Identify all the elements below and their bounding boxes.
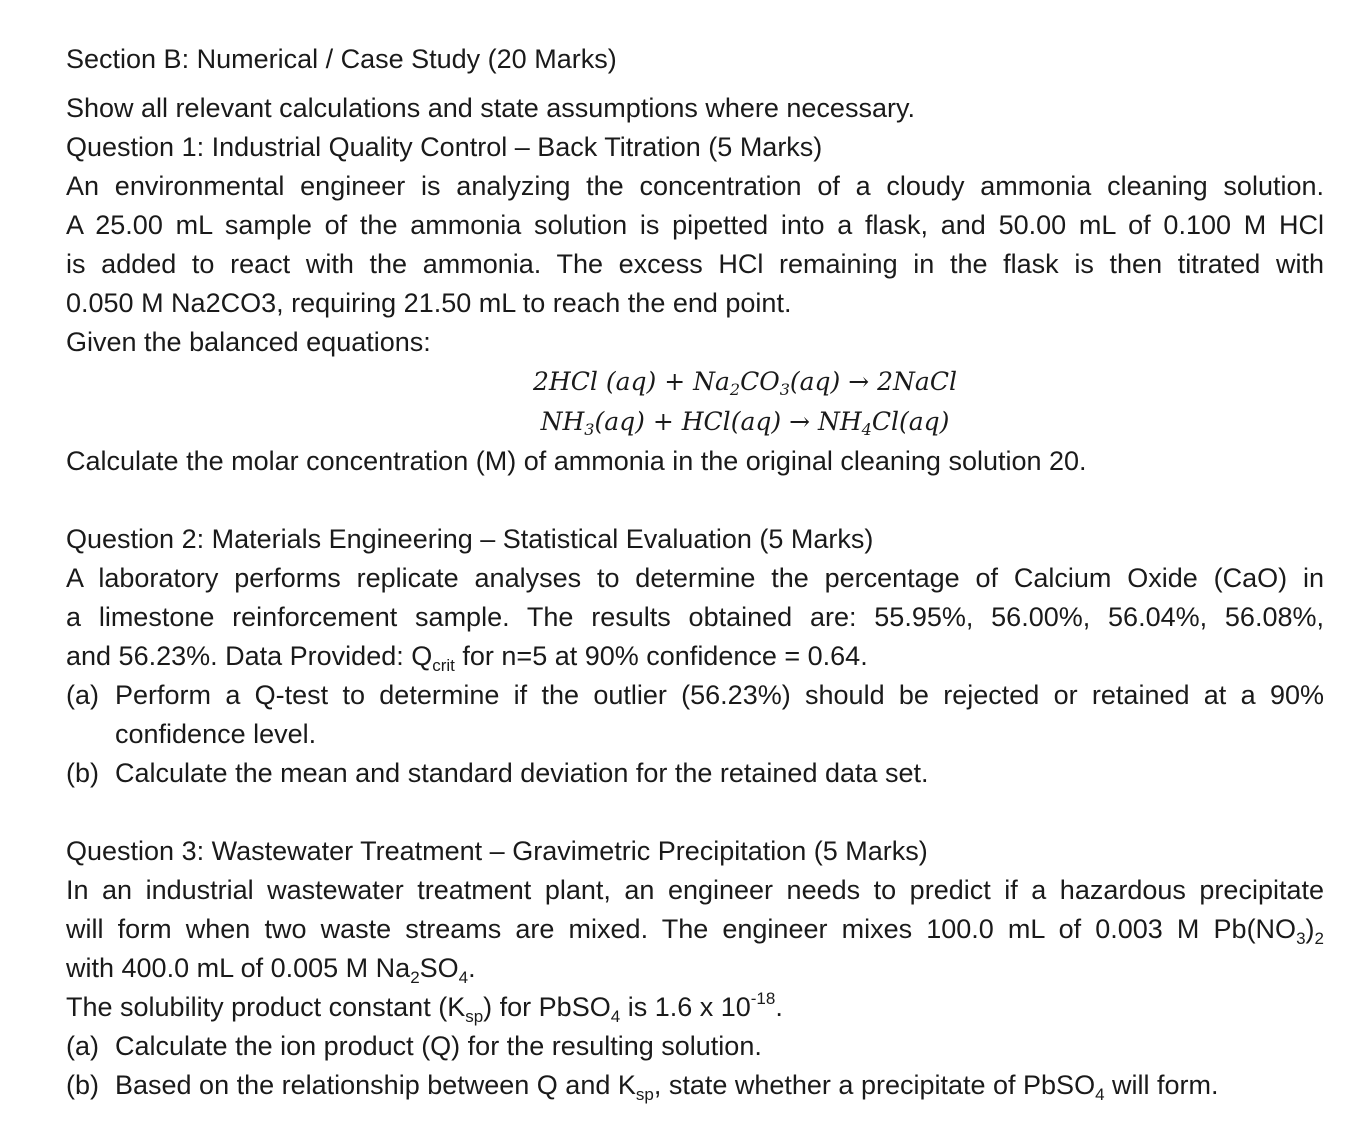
q3-line-1: In an industrial wastewater treatment plant, an engineer needs to predict if a hazardous precipitate xyxy=(66,875,1324,905)
q3-part-b-marker: (b) xyxy=(66,1070,99,1100)
eq2-rhs: $NH_4Cl(aq)$ xyxy=(817,407,950,439)
q1-task: Calculate the molar concentration (M) of ammonia in the original cleaning solution 20. xyxy=(66,446,1087,476)
q3-ksp-line: The solubility product constant $(K_{sp})$ for PbSO$_4$ is 1.6 x $10^{-18}$. xyxy=(66,989,783,1026)
eq2-lhs2: HCl(aq) xyxy=(681,407,782,436)
q1-line-2: A 25.00 mL sample of the ammonia solution is pipetted into a flask, and 50.00 mL of 0.100 M HCl xyxy=(66,210,1324,240)
section-title: Section B: Numerical / Case Study (20 Marks) xyxy=(66,44,617,74)
q1-line-1: An environmental engineer is analyzing the concentration of a cloudy ammonia cleaning solution. xyxy=(66,171,1324,201)
q1-title: Question 1: Industrial Quality Control – Back Titration (5 Marks) xyxy=(66,132,823,162)
q2-part-a-marker: (a) xyxy=(66,680,99,710)
q2-part-b-text: Calculate the mean and standard deviation for the retained data set. xyxy=(115,758,929,788)
equation-1 xyxy=(66,362,1324,402)
document-page xyxy=(66,40,1324,1105)
q3-part-b-text: Based on the relationship between Q and $K_{sp}$, state whether a precipitate of PbSO$_4$ will form. xyxy=(115,1070,1219,1104)
q2-part-b xyxy=(66,754,1324,793)
eq2-arrow: → xyxy=(789,407,811,436)
q1-given: Given the balanced equations: xyxy=(66,327,431,357)
q2-title: Question 2: Materials Engineering – Statistical Evaluation (5 Marks) xyxy=(66,524,874,554)
q3-part-a-marker: (a) xyxy=(66,1031,99,1061)
q3-title: Question 3: Wastewater Treatment – Gravimetric Precipitation (5 Marks) xyxy=(66,836,928,866)
q2-part-a-text: Perform a Q-test to determine if the outlier (56.23%) should be rejected or retained at a 90% confidence level. xyxy=(115,680,1324,749)
q2-part-a xyxy=(66,676,1324,754)
equation-2 xyxy=(66,402,1324,442)
q3-part-a-text: Calculate the ion product (Q) for the resulting solution. xyxy=(115,1031,762,1061)
q2-line-3: and 56.23%. Data Provided: $Q_{crit}$ for n=5 at 90% confidence = 0.64. xyxy=(66,641,868,675)
eq1-arrow: → xyxy=(848,367,870,396)
q3-part-b xyxy=(66,1066,1324,1105)
eq1-rhs: 2NaCl xyxy=(877,367,957,396)
eq1-state1: (aq) xyxy=(605,367,657,396)
q1-line-4: 0.050 M Na2CO3, requiring 21.50 mL to reach the end point. xyxy=(66,288,792,318)
eq1-lhs1: 2HCl xyxy=(533,367,598,396)
eq2-lhs1: $NH_3(aq)$ xyxy=(540,407,645,439)
eq1-lhs2: $Na_2CO_3(aq)$ xyxy=(693,367,841,399)
q2-line-2: a limestone reinforcement sample. The results obtained are: 55.95%, 56.00%, 56.04%, 56.08%, xyxy=(66,602,1324,632)
q2-line-1: A laboratory performs replicate analyses to determine the percentage of Calcium Oxide (CaO) in xyxy=(66,563,1324,593)
section-instruction: Show all relevant calculations and state assumptions where necessary. xyxy=(66,93,915,123)
q1-line-3: is added to react with the ammonia. The excess HCl remaining in the flask is then titrated with xyxy=(66,249,1324,279)
q3-part-a xyxy=(66,1027,1324,1066)
q3-line-3: with 400.0 mL of 0.005 M $Na_2SO_4$. xyxy=(66,953,476,987)
q3-line-2: will form when two waste streams are mixed. The engineer mixes 100.0 mL of 0.003 M $Pb(NO_3)_2$ xyxy=(66,914,1324,948)
q2-part-b-marker: (b) xyxy=(66,758,99,788)
eq2-plus: + xyxy=(652,407,674,436)
eq1-plus: + xyxy=(664,367,686,396)
